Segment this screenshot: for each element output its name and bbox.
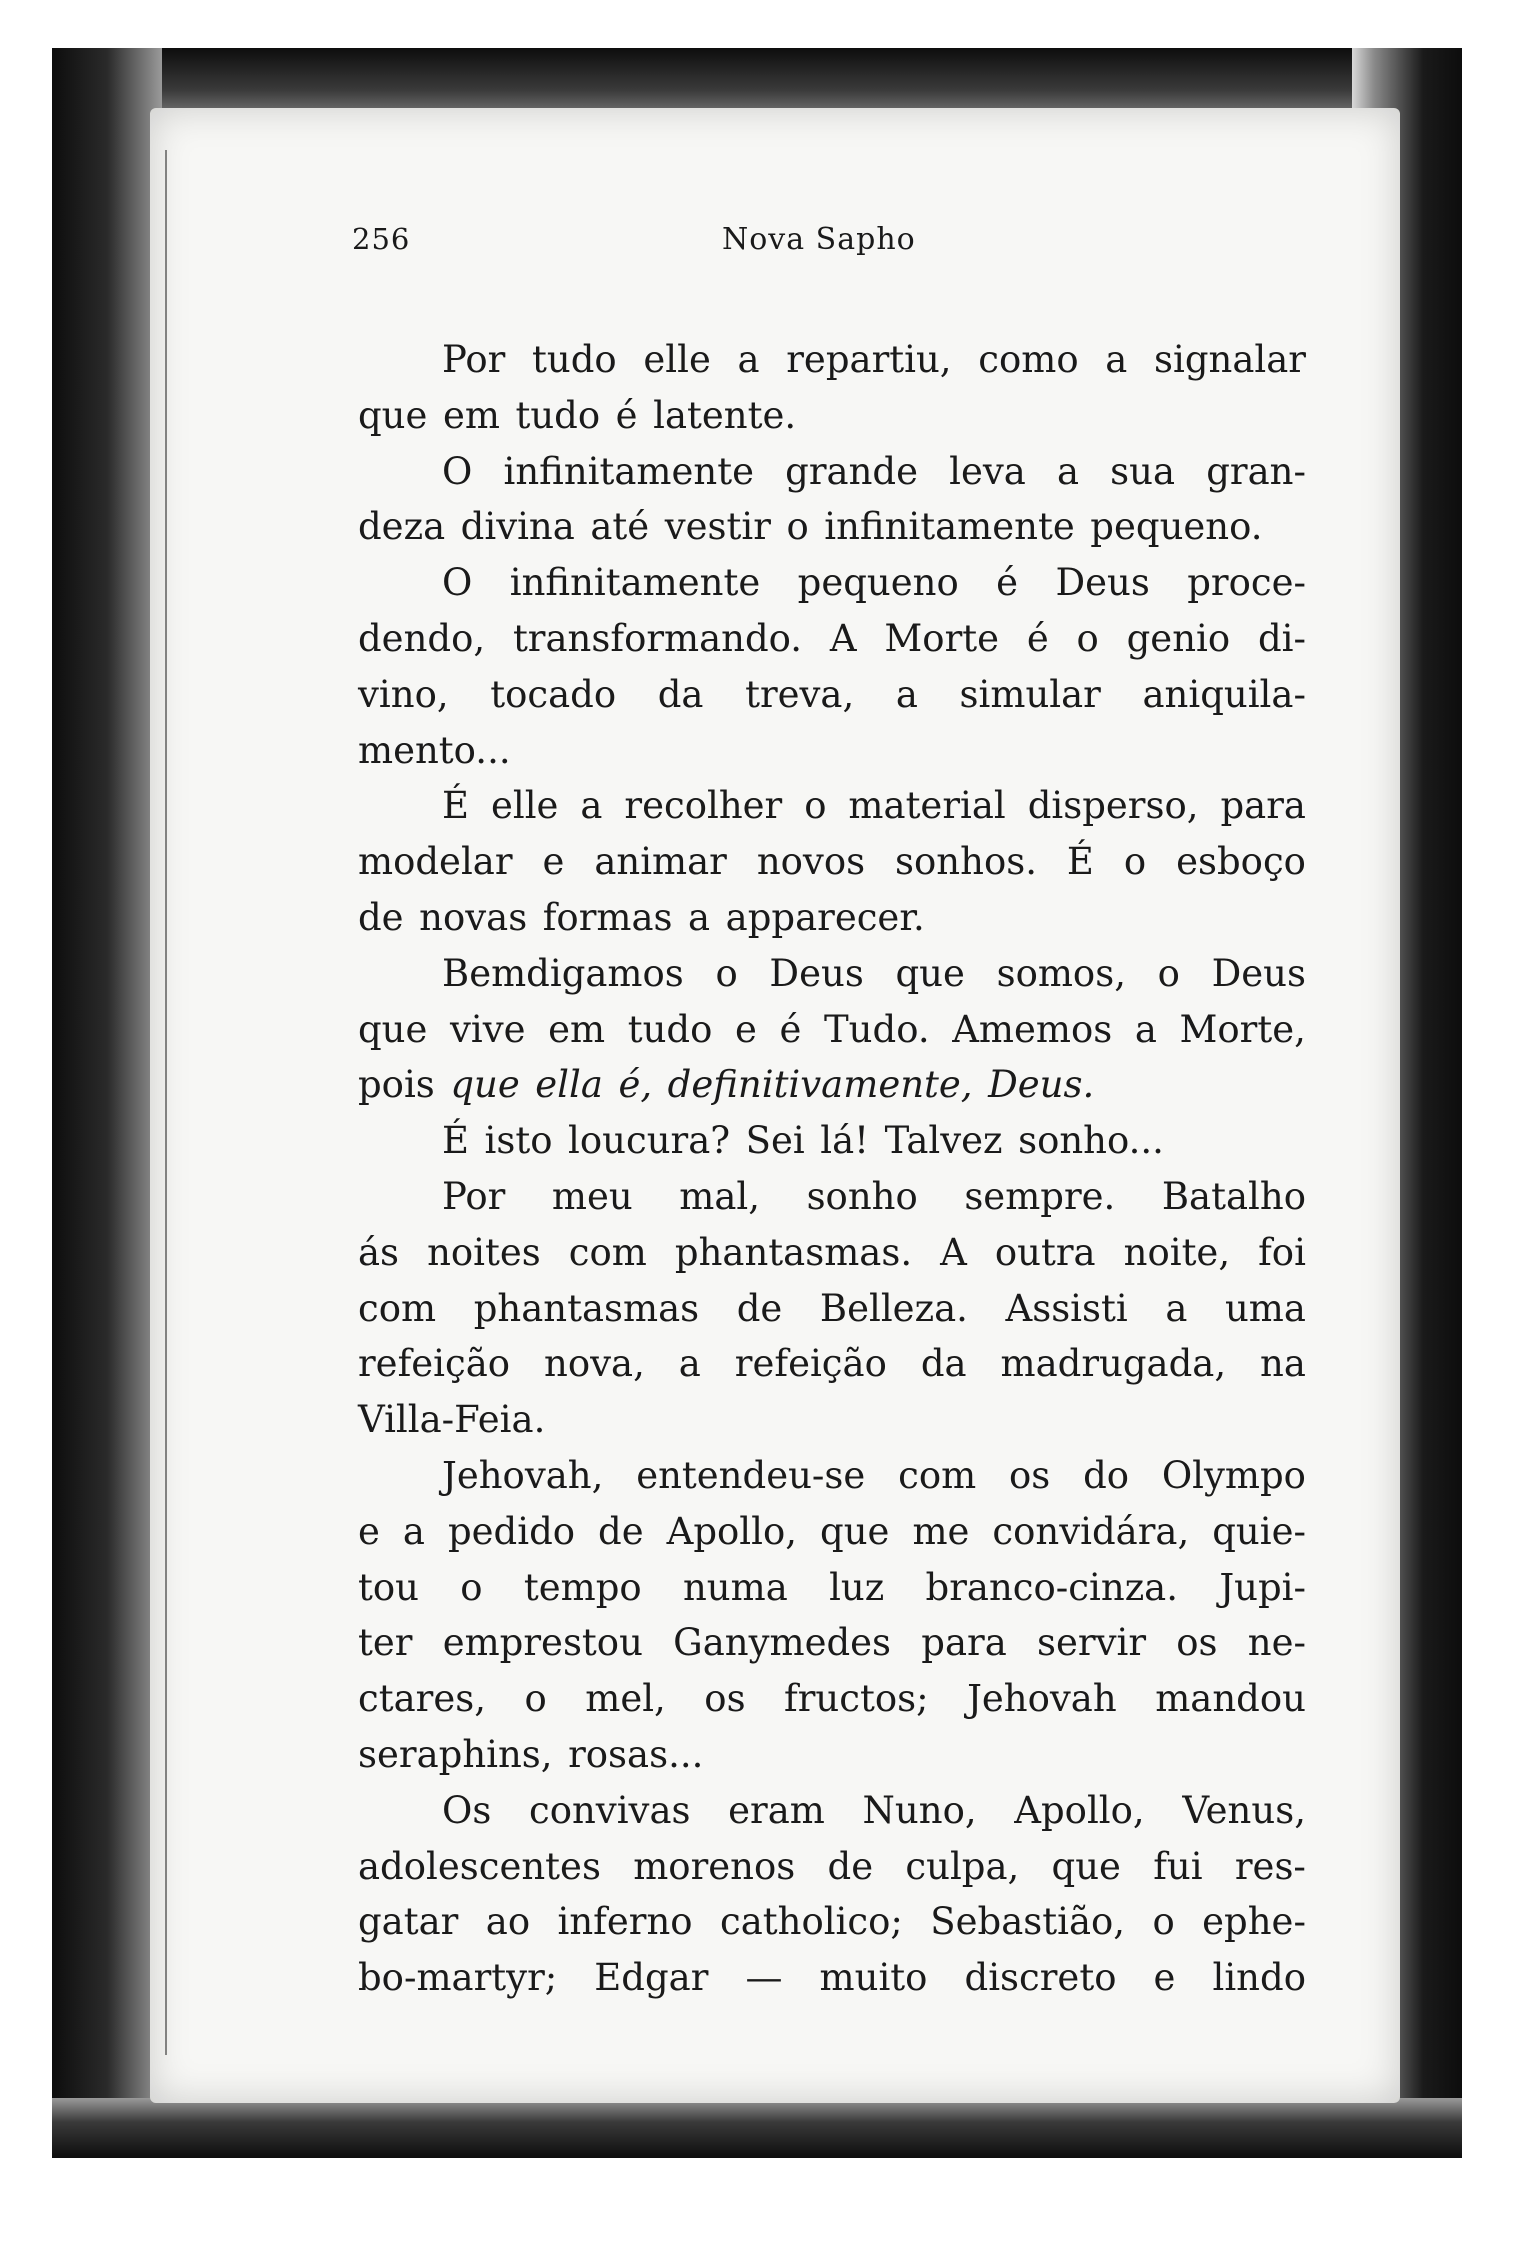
word: gatar: [358, 1900, 459, 1944]
word: somos,: [996, 951, 1126, 995]
word: signalar: [1154, 338, 1306, 381]
word: o: [1123, 840, 1147, 884]
word: novos: [756, 840, 866, 884]
word: com: [568, 1230, 647, 1274]
word: que: [895, 951, 965, 995]
word: e: [358, 1509, 380, 1553]
text-line: [358, 444, 1306, 500]
word: a: [895, 672, 918, 716]
word: o: [1152, 1900, 1175, 1944]
word: novas: [419, 895, 528, 939]
word: de: [358, 895, 404, 939]
word: Batalho: [1161, 1174, 1306, 1218]
word: transformando.: [512, 616, 803, 660]
text-line: [358, 890, 1306, 946]
word: infinitamente: [509, 561, 761, 605]
word: Deus: [769, 951, 864, 995]
word: ao: [485, 1900, 531, 1944]
word: de: [598, 1509, 644, 1553]
word: O: [442, 449, 473, 493]
word: numa: [682, 1565, 788, 1609]
word: genio: [1126, 616, 1231, 660]
word: A: [829, 616, 857, 660]
word: o: [715, 951, 738, 995]
word: em: [548, 1007, 606, 1051]
word: de: [736, 1286, 783, 1330]
word: É: [1066, 840, 1094, 884]
word: a: [1165, 1286, 1188, 1330]
word: os: [1176, 1621, 1218, 1665]
word: Jupi-: [1219, 1565, 1306, 1609]
word: fructos;: [784, 1677, 929, 1721]
text-line: [358, 1560, 1306, 1616]
word: material: [848, 784, 1006, 828]
word: Jehovah: [967, 1677, 1117, 1721]
word: Morte: [884, 616, 1000, 660]
body-text: [358, 332, 1306, 2006]
word: tocado: [490, 672, 617, 716]
text-line: [358, 1113, 1306, 1169]
word: ne-: [1247, 1621, 1306, 1665]
word: seraphins,: [358, 1732, 553, 1776]
word: uma: [1224, 1286, 1306, 1330]
word: deza: [358, 505, 446, 549]
word: me: [912, 1509, 970, 1553]
text-line: [358, 1671, 1306, 1727]
word: a: [1105, 338, 1128, 381]
word: mandou: [1155, 1677, 1306, 1721]
word: rosas...: [568, 1732, 704, 1776]
text-line: [358, 1281, 1306, 1337]
word: que: [1051, 1844, 1121, 1888]
word: madrugada,: [1000, 1342, 1227, 1386]
word: Apollo,: [1014, 1788, 1145, 1832]
word: modelar: [358, 840, 513, 884]
word: vino,: [358, 672, 449, 716]
word: esboço: [1176, 840, 1306, 884]
word: animar: [594, 840, 727, 884]
word: luz: [829, 1565, 885, 1609]
word: infinitamente: [824, 505, 1075, 549]
word: catholico;: [719, 1900, 903, 1944]
word: Sei: [745, 1119, 805, 1163]
text-line: [358, 1950, 1306, 2006]
word: adolescentes: [358, 1844, 601, 1888]
text-line: [358, 667, 1306, 723]
word: e: [542, 840, 565, 884]
word: Bemdigamos: [442, 951, 684, 995]
page-header: [352, 222, 1312, 262]
word: outra: [994, 1230, 1096, 1274]
word: a: [678, 1342, 701, 1386]
word: apparecer.: [725, 895, 925, 939]
page-left-edge: [165, 150, 167, 2055]
text-line: [358, 1727, 1306, 1783]
text-line: [358, 778, 1306, 834]
word: Sebastião,: [930, 1900, 1126, 1944]
word: é,: [618, 1063, 653, 1107]
word: elle: [643, 338, 711, 381]
word: tou: [358, 1565, 419, 1609]
word: foi: [1258, 1230, 1306, 1274]
word: sua: [1110, 449, 1176, 493]
word: Ganymedes: [673, 1621, 892, 1665]
text-line: [358, 1615, 1306, 1671]
word: como: [978, 338, 1079, 381]
word: o: [1157, 951, 1180, 995]
word: Villa-Feia.: [358, 1398, 546, 1442]
running-title: Nova Sapho: [722, 222, 916, 257]
word: tudo: [532, 338, 617, 381]
word: o: [1076, 616, 1099, 660]
word: Os: [442, 1788, 492, 1832]
word: mel,: [585, 1677, 666, 1721]
word: os: [704, 1677, 746, 1721]
word: sonhos.: [895, 840, 1037, 884]
word: Apollo,: [666, 1509, 798, 1553]
word: É: [442, 1119, 470, 1163]
text-line: [358, 946, 1306, 1002]
word: mal,: [679, 1174, 761, 1218]
word: convidára,: [992, 1509, 1190, 1553]
text-line: [358, 1336, 1306, 1392]
word: eram: [728, 1788, 825, 1832]
word: vestir: [664, 505, 771, 549]
word: quie-: [1212, 1509, 1306, 1553]
word: servir: [1037, 1621, 1147, 1665]
word: que: [820, 1509, 890, 1553]
scan-shadow-left: [52, 48, 162, 2158]
word: simular: [959, 672, 1101, 716]
word: latente.: [653, 393, 797, 437]
word: Amemos: [952, 1007, 1113, 1051]
word: emprestou: [442, 1621, 643, 1665]
word: a: [1134, 1007, 1157, 1051]
word: mento...: [358, 728, 511, 772]
word: aniquila-: [1142, 672, 1306, 716]
word: branco-cinza.: [925, 1565, 1179, 1609]
word: phantasmas: [473, 1286, 700, 1330]
word: sonho: [806, 1174, 918, 1218]
word: é: [779, 1007, 802, 1051]
word: Por: [442, 1174, 506, 1218]
word: repartiu,: [786, 338, 952, 381]
word: Assisti: [1005, 1286, 1128, 1330]
word: leva: [949, 449, 1026, 493]
word: treva,: [745, 672, 855, 716]
word: muito: [819, 1956, 928, 2000]
word: pedido: [447, 1509, 576, 1553]
word: noites: [427, 1230, 541, 1274]
word: para: [1220, 784, 1306, 828]
word: pequeno: [797, 561, 959, 605]
word: Deus.: [988, 1063, 1095, 1107]
word: é: [1026, 616, 1049, 660]
word: proce-: [1187, 561, 1306, 605]
word: e: [1153, 1956, 1176, 2000]
word: em: [442, 393, 500, 437]
word: que: [450, 1063, 520, 1107]
word: entendeu-se: [636, 1453, 866, 1497]
text-line: [358, 834, 1306, 890]
word: o: [786, 505, 809, 549]
word: grande: [785, 449, 918, 493]
word: Belleza.: [819, 1286, 968, 1330]
word: a: [737, 338, 760, 381]
word: O: [442, 561, 473, 605]
word: é: [615, 393, 638, 437]
word: sonho...: [1018, 1119, 1164, 1163]
word: meu: [551, 1174, 633, 1218]
word: ás: [358, 1230, 400, 1274]
word: ephe-: [1202, 1900, 1306, 1944]
word: até: [590, 505, 650, 549]
word: ella: [535, 1063, 603, 1107]
text-line: [358, 611, 1306, 667]
word: recolher: [624, 784, 783, 828]
text-line: [358, 1392, 1306, 1448]
text-line: [358, 1002, 1306, 1058]
word: phantasmas.: [674, 1230, 913, 1274]
word: que: [358, 1007, 428, 1051]
word: os: [1009, 1453, 1051, 1497]
word: —: [745, 1956, 783, 2000]
word: refeição: [734, 1342, 887, 1386]
word: infinitamente: [503, 449, 754, 493]
word: com: [358, 1286, 437, 1330]
text-line: [358, 1448, 1306, 1504]
word: definitivamente,: [667, 1063, 973, 1107]
word: res-: [1234, 1844, 1306, 1888]
word: tempo: [523, 1565, 642, 1609]
word: a: [1056, 449, 1080, 493]
word: do: [1083, 1453, 1130, 1497]
text-line: [358, 1225, 1306, 1281]
text-line: [358, 1839, 1306, 1895]
word: a: [688, 895, 711, 939]
word: tudo: [627, 1007, 713, 1051]
word: e: [735, 1007, 757, 1051]
word: dendo,: [358, 616, 486, 660]
word: fui: [1153, 1844, 1203, 1888]
word: lindo: [1212, 1956, 1306, 2000]
word: Por: [442, 338, 506, 381]
word: a: [580, 784, 603, 828]
word: loucura?: [568, 1119, 731, 1163]
word: refeição: [358, 1342, 511, 1386]
word: elle: [490, 784, 559, 828]
word: É: [442, 784, 470, 828]
word: o: [460, 1565, 483, 1609]
text-line: [358, 1783, 1306, 1839]
page-number: 256: [352, 222, 411, 256]
word: da: [920, 1342, 967, 1386]
word: na: [1260, 1342, 1306, 1386]
word: a: [402, 1509, 425, 1553]
word: A: [940, 1230, 967, 1274]
word: inferno: [557, 1900, 693, 1944]
word: Talvez: [884, 1119, 1003, 1163]
text-line: [358, 332, 1306, 388]
word: morenos: [633, 1844, 796, 1888]
word: disperso,: [1027, 784, 1199, 828]
text-line: [358, 1894, 1306, 1950]
text-line: [358, 555, 1306, 611]
scan-shadow-bottom: [52, 2098, 1462, 2158]
word: formas: [542, 895, 673, 939]
word: bo-martyr;: [358, 1956, 558, 2000]
word: que: [358, 393, 428, 437]
word: nova,: [544, 1342, 645, 1386]
word: vive: [450, 1007, 526, 1051]
text-line: [358, 1504, 1306, 1560]
word: di-: [1257, 616, 1306, 660]
word: gran-: [1206, 449, 1306, 493]
word: divina: [460, 505, 575, 549]
word: Edgar: [594, 1956, 709, 2000]
word: Deus: [1211, 951, 1306, 995]
word: pois: [358, 1063, 435, 1107]
word: Olympo: [1161, 1453, 1306, 1497]
word: Jehovah,: [442, 1453, 604, 1497]
word: Tudo.: [824, 1007, 930, 1051]
word: tudo: [515, 393, 601, 437]
text-line: [358, 499, 1306, 555]
word: pequeno.: [1090, 505, 1263, 549]
word: discreto: [964, 1956, 1117, 2000]
word: lá!: [820, 1119, 870, 1163]
word: noite,: [1123, 1230, 1231, 1274]
word: para: [921, 1621, 1007, 1665]
word: é: [996, 561, 1019, 605]
word: isto: [484, 1119, 553, 1163]
word: Morte,: [1179, 1007, 1306, 1051]
word: com: [898, 1453, 977, 1497]
word: ter: [358, 1621, 413, 1665]
text-line: [358, 1057, 1306, 1113]
text-line: [358, 388, 1306, 444]
text-line: [358, 723, 1306, 779]
word: Deus: [1055, 561, 1150, 605]
word: da: [657, 672, 704, 716]
word: o: [524, 1677, 547, 1721]
word: ctares,: [358, 1677, 486, 1721]
word: convivas: [528, 1788, 691, 1832]
text-line: [358, 1169, 1306, 1225]
word: de: [827, 1844, 874, 1888]
word: culpa,: [905, 1844, 1020, 1888]
word: o: [804, 784, 827, 828]
word: sempre.: [964, 1174, 1116, 1218]
word: Nuno,: [862, 1788, 977, 1832]
word: Venus,: [1182, 1788, 1306, 1832]
